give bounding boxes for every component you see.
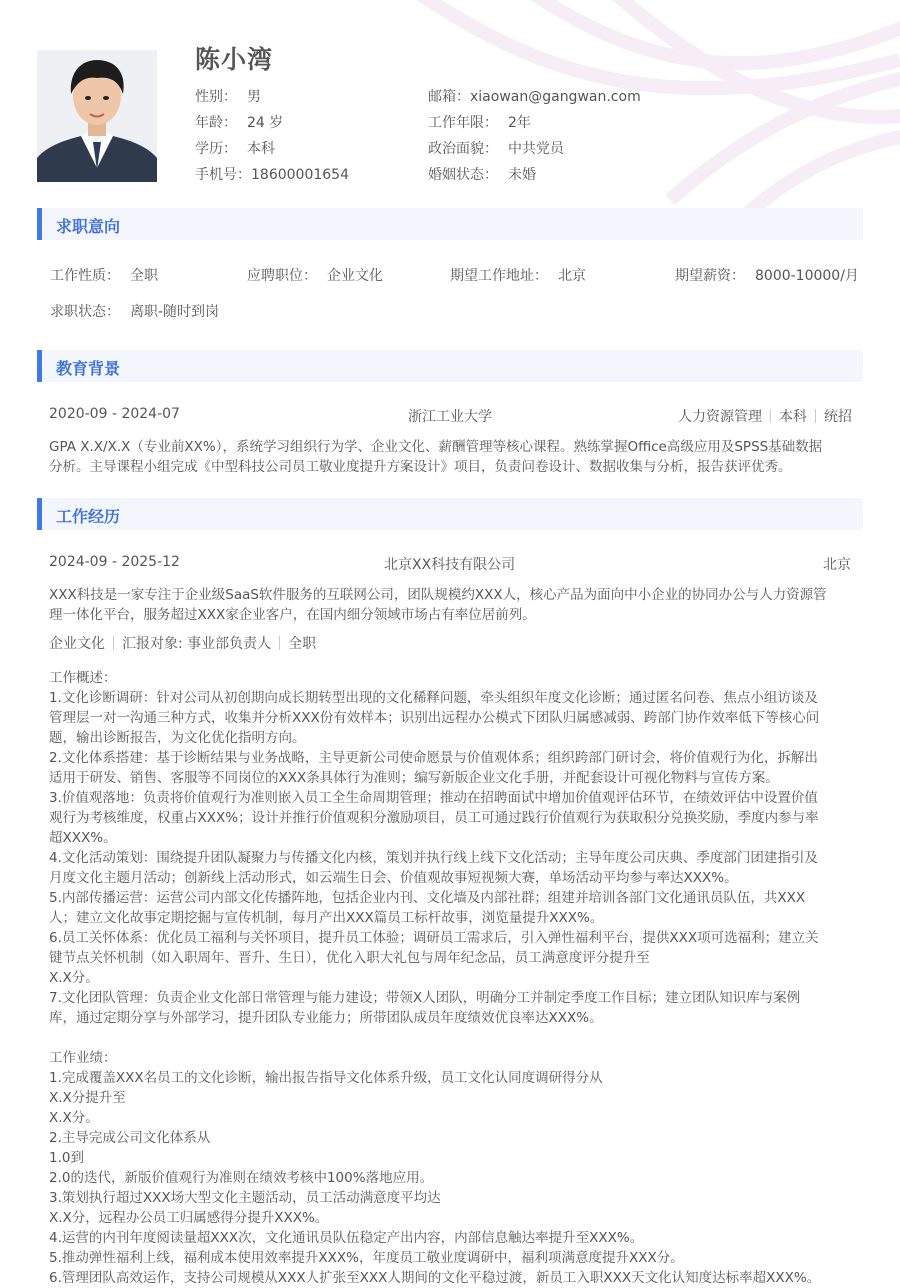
section-header-job-intent <box>37 208 863 240</box>
employment-type: 全职 <box>288 636 317 652</box>
work-detail-line: 适用于研发、销售、客服等不同岗位的XXX条具体行为准则；编写新版企业文化手册，并配套设计可视化物料与宣传方案。 <box>49 770 779 786</box>
work-detail-line: 键节点关怀机制（如入职周年、晋升、生日），优化入职大礼包与周年纪念品，员工满意度评分提升至 <box>49 950 650 966</box>
work-detail-line: 1.完成覆盖XXX名员工的文化诊断，输出报告指导文化体系升级，员工文化认同度调研得分从 <box>49 1070 603 1086</box>
work-period: 2024-09 - 2025-12 <box>49 554 180 570</box>
gender-field: 性别： 男 <box>195 89 261 105</box>
job-salary: 期望薪资： 8000-10000/月 <box>675 268 859 284</box>
work-detail-line: X.X分提升至 <box>49 1090 126 1106</box>
work-detail-line: 3.策划执行超过XXX场大型文化主题活动，员工活动满意度平均达 <box>49 1190 441 1206</box>
major: 人力资源管理 <box>678 409 762 425</box>
marital-status-field: 婚姻状态： 未婚 <box>428 167 536 183</box>
work-city: 北京 <box>823 557 851 573</box>
job-function: 企业文化 <box>49 636 105 652</box>
email-field: 邮箱：xiaowan@gangwan.com <box>428 89 641 105</box>
work-detail-line: 管理层一对一沟通三种方式，收集并分析XXX份有效样本；识别出远程办公模式下团队归属感减弱、跨部门协作效率低下等核心问 <box>49 710 820 726</box>
work-detail-line: 6.管理团队高效运作，支持公司规模从XXX人扩张至XXX人期间的文化平稳过渡，新员工入职XXX天文化认知度达标率超XXX%。 <box>49 1270 821 1286</box>
section-header-work <box>37 498 863 530</box>
degree: 本科 <box>779 409 807 425</box>
profile-header <box>37 40 867 190</box>
section-header-education <box>37 350 863 382</box>
profile-photo <box>37 50 157 182</box>
work-detail-line: 月度文化主题月活动；创新线上活动形式，如云端生日会、价值观故事短视频大赛，单场活动平均参与率达XXX%。 <box>49 870 738 886</box>
divider <box>770 409 771 423</box>
education-description: GPA X.X/X.X（专业前XX%），系统学习组织行为学、企业文化、薪酬管理等核心课程。熟练掌握Office高级应用及SPSS基础数据 分析。主导课程小组完成《中型科技公司员工敬业度提升方案设计》项目，负责问卷设计、数据收集与分析，报告获评优秀。 <box>49 439 823 475</box>
divider <box>279 636 280 650</box>
work-detail-line: 1.文化诊断调研：针对公司从初创期向成长期转型出现的文化稀释问题，牵头组织年度文化诊断；通过匿名问卷、焦点小组访谈及 <box>49 690 818 706</box>
work-detail-line: 6.员工关怀体系：优化员工福利与关怀项目，提升员工体验；调研员工需求后，引入弹性福利平台，提供XXX项可选福利；建立关 <box>49 930 819 946</box>
work-detail-line: 5.内部传播运营：运营公司内部文化传播阵地，包括企业内刊、文化墙及内部社群；组建并培训各部门文化通讯员队伍，共XXX <box>49 890 806 906</box>
divider <box>815 409 816 423</box>
work-detail-line: 5.推动弹性福利上线，福利成本使用效率提升XXX%，年度员工敬业度调研中，福利项满意度提升XXX分。 <box>49 1250 684 1266</box>
job-position: 应聘职位： 企业文化 <box>247 268 383 284</box>
education-period: 2020-09 - 2024-07 <box>49 406 180 422</box>
work-detail-line <box>49 1028 855 1048</box>
work-tags <box>49 633 316 653</box>
work-detail-line: 人；建立文化故事定期挖掘与宣传机制，每月产出XXX篇员工标杆故事，浏览量提升XXX%。 <box>49 910 604 926</box>
education-tags <box>678 406 852 426</box>
job-status: 求职状态： 离职-随时到岗 <box>50 304 220 320</box>
enrollment-type: 统招 <box>824 409 852 425</box>
work-detail-line: 工作概述： <box>49 670 117 686</box>
work-detail-line: 超XXX%。 <box>49 830 117 846</box>
work-detail-line: 4.运营的内刊年度阅读量超XXX次，文化通讯员队伍稳定产出内容，内部信息触达率提升至XXX%。 <box>49 1230 644 1246</box>
company-intro: XXX科技是一家专注于企业级SaaS软件服务的互联网公司，团队规模约XXX人，核心产品为面向中小企业的协同办公与人力资源管 理一体化平台，服务超过XXX家企业客户，在国内细分领域市场占有率位居前列。 <box>49 587 827 623</box>
work-years-field: 工作年限： 2年 <box>428 115 531 131</box>
work-detail-line: 2.0的迭代，新版价值观行为准则在绩效考核中100%落地应用。 <box>49 1170 434 1186</box>
job-location: 期望工作地址： 北京 <box>450 268 586 284</box>
work-detail-line: 7.文化团队管理：负责企业文化部日常管理与能力建设；带领X人团队，明确分工并制定季度工作目标；建立团队知识库与案例 <box>49 990 801 1006</box>
work-detail-line: X.X分。 <box>49 970 99 986</box>
work-detail-line: X.X分。 <box>49 1110 99 1126</box>
work-detail-line: X.X分，远程办公员工归属感得分提升XXX%。 <box>49 1210 329 1226</box>
job-nature: 工作性质： 全职 <box>50 268 158 284</box>
work-detail-line: 工作业绩： <box>49 1050 117 1066</box>
section-title: 求职意向 <box>56 217 121 236</box>
work-detail-line: 2.主导完成公司文化体系从 <box>49 1130 211 1146</box>
work-detail-line: 4.文化活动策划：围绕提升团队凝聚力与传播文化内核，策划并执行线上线下文化活动；主导年度公司庆典、季度部门团建指引及 <box>49 850 818 866</box>
candidate-name: 陈小湾 <box>195 45 274 74</box>
work-detail-line: 2.文化体系搭建：基于诊断结果与业务战略，主导更新公司使命愿景与价值观体系；组织跨部门研讨会，将价值观行为化，拆解出 <box>49 750 818 766</box>
section-title: 工作经历 <box>56 507 121 526</box>
work-detail-line: 3.价值观落地：负责将价值观行为准则嵌入员工全生命周期管理；推动在招聘面试中增加价值观评估环节，在绩效评估中设置价值 <box>49 790 818 806</box>
section-title: 教育背景 <box>56 359 121 378</box>
work-detail-line: 观行为考核维度，权重占XXX%；设计并推行价值观积分激励项目，员工可通过践行价值观行为获取积分兑换奖励，季度内参与率 <box>49 810 819 826</box>
school-name: 浙江工业大学 <box>408 409 492 425</box>
phone-field: 手机号：18600001654 <box>195 167 349 183</box>
work-detail-line: 题，输出诊断报告，为文化优化指明方向。 <box>49 730 306 746</box>
work-detail-line: 1.0到 <box>49 1150 84 1166</box>
education-level-field: 学历： 本科 <box>195 141 275 157</box>
political-status-field: 政治面貌： 中共党员 <box>428 141 564 157</box>
age-field: 年龄： 24 岁 <box>195 115 284 131</box>
report-to: 汇报对象: 事业部负责人 <box>122 636 272 652</box>
divider <box>113 636 114 650</box>
work-details <box>49 668 855 1288</box>
company-name: 北京XX科技有限公司 <box>384 557 516 573</box>
work-detail-line: 库，通过定期分享与外部学习，提升团队专业能力；所带团队成员年度绩效优良率达XXX%。 <box>49 1010 603 1026</box>
